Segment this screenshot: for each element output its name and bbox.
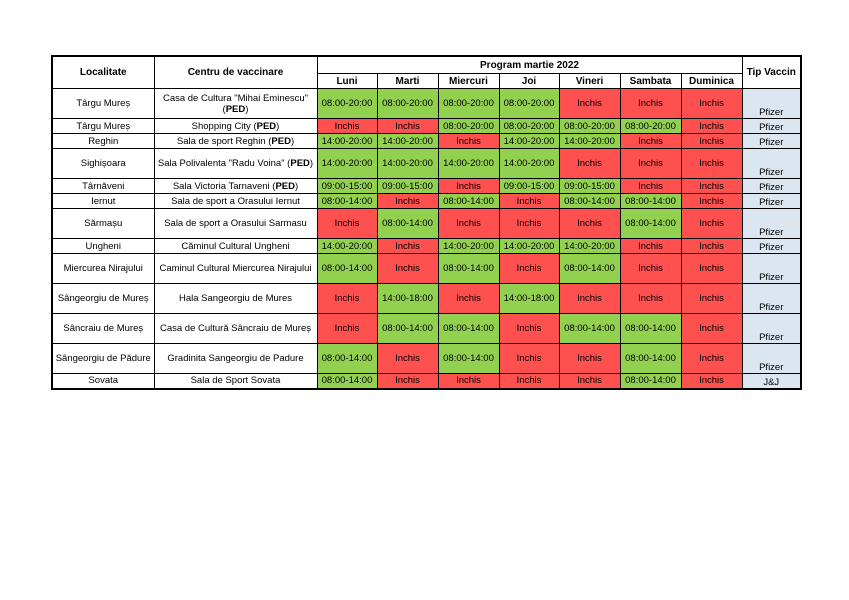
header-day: Sambata — [620, 74, 681, 89]
schedule-cell: Inchis — [620, 239, 681, 254]
header-day: Luni — [317, 74, 377, 89]
schedule-cell: Inchis — [377, 374, 438, 389]
schedule-cell: 08:00-20:00 — [499, 89, 559, 119]
schedule-cell: Inchis — [620, 284, 681, 314]
vaccine-type-cell: Pfizer — [742, 134, 801, 149]
schedule-cell: 08:00-14:00 — [317, 194, 377, 209]
schedule-cell: 14:00-20:00 — [559, 239, 620, 254]
centru-name: Sala de sport a Orasului Sarmasu — [164, 218, 307, 229]
schedule-cell: 08:00-20:00 — [499, 119, 559, 134]
centru-cell — [154, 254, 317, 284]
centru-cell: Sala de sport Reghin (PED) — [154, 134, 317, 149]
schedule-cell: 08:00-20:00 — [438, 119, 499, 134]
centru-cell — [154, 314, 317, 344]
table-row — [52, 209, 801, 239]
schedule-cell: 14:00-20:00 — [317, 239, 377, 254]
schedule-cell: Inchis — [559, 374, 620, 389]
schedule-cell: Inchis — [681, 179, 742, 194]
schedule-cell: 14:00-20:00 — [377, 134, 438, 149]
schedule-cell: 14:00-20:00 — [559, 134, 620, 149]
schedule-cell: 08:00-14:00 — [620, 194, 681, 209]
schedule-cell: Inchis — [377, 254, 438, 284]
localitate-cell: Târgu Mureș — [52, 119, 154, 134]
centru-name: Sala de Sport Sovata — [190, 375, 281, 387]
table-row — [52, 149, 801, 179]
table-row — [52, 314, 801, 344]
schedule-cell: 08:00-14:00 — [438, 314, 499, 344]
schedule-body — [52, 89, 801, 389]
table-row — [52, 194, 801, 209]
table-row — [52, 344, 801, 374]
schedule-cell: Inchis — [499, 194, 559, 209]
centru-name: Sala Victoria Tarnaveni — [172, 180, 270, 192]
table-row — [52, 89, 801, 119]
schedule-cell: 08:00-14:00 — [438, 194, 499, 209]
schedule-cell: Inchis — [317, 209, 377, 239]
centru-name: Sala Polivalenta "Radu Voina" — [157, 158, 285, 169]
localitate-cell: Ungheni — [52, 239, 154, 254]
schedule-cell: Inchis — [681, 194, 742, 209]
centru-cell: Sala Polivalenta "Radu Voina" (PED) — [154, 149, 317, 179]
localitate-cell: Târnăveni — [52, 179, 154, 194]
schedule-cell: 08:00-14:00 — [620, 209, 681, 239]
schedule-cell: Inchis — [438, 134, 499, 149]
centru-name: Shopping City — [191, 120, 251, 132]
localitate-cell: Sighișoara — [52, 149, 154, 179]
header-day: Miercuri — [438, 74, 499, 89]
schedule-cell: Inchis — [317, 119, 377, 134]
schedule-cell: Inchis — [438, 179, 499, 194]
schedule-cell: Inchis — [681, 89, 742, 119]
schedule-cell: Inchis — [681, 239, 742, 254]
schedule-cell: Inchis — [317, 284, 377, 314]
centru-cell: Shopping City (PED) — [154, 119, 317, 134]
schedule-cell: Inchis — [499, 344, 559, 374]
schedule-cell: Inchis — [499, 209, 559, 239]
schedule-cell: 09:00-15:00 — [559, 179, 620, 194]
vaccine-type-cell: Pfizer — [742, 209, 801, 239]
header-program: Program martie 2022 — [317, 56, 742, 74]
vaccine-type-cell: Pfizer — [742, 239, 801, 254]
schedule-cell: 14:00-20:00 — [377, 149, 438, 179]
schedule-cell: Inchis — [681, 314, 742, 344]
schedule-cell: 08:00-14:00 — [620, 344, 681, 374]
centru-cell — [154, 239, 317, 254]
centru-name: Căminul Cultural Ungheni — [181, 240, 290, 252]
ped-badge: PED — [256, 120, 277, 132]
schedule-cell: Inchis — [317, 314, 377, 344]
vaccine-type-cell: Pfizer — [742, 314, 801, 344]
centru-name: Sala de sport a Orasului Iernut — [171, 195, 300, 207]
localitate-cell: Sovata — [52, 374, 154, 389]
header-day: Marti — [377, 74, 438, 89]
schedule-cell: 08:00-20:00 — [559, 119, 620, 134]
centru-cell — [154, 209, 317, 239]
schedule-cell: Inchis — [559, 149, 620, 179]
localitate-cell: Reghin — [52, 134, 154, 149]
schedule-cell: 14:00-20:00 — [317, 134, 377, 149]
table-row — [52, 374, 801, 389]
schedule-cell: 08:00-20:00 — [620, 119, 681, 134]
schedule-cell: 08:00-14:00 — [438, 254, 499, 284]
schedule-cell: 08:00-14:00 — [438, 344, 499, 374]
schedule-cell: Inchis — [559, 344, 620, 374]
schedule-cell: Inchis — [681, 344, 742, 374]
schedule-cell: 14:00-20:00 — [499, 134, 559, 149]
table-row — [52, 119, 801, 134]
localitate-cell: Sângeorgiu de Mureș — [52, 284, 154, 314]
table-row — [52, 284, 801, 314]
vaccine-type-cell: Pfizer — [742, 344, 801, 374]
vaccine-type-cell: Pfizer — [742, 149, 801, 179]
centru-name: Gradinita Sangeorgiu de Padure — [167, 353, 304, 364]
schedule-cell: 14:00-18:00 — [377, 284, 438, 314]
schedule-cell: 08:00-14:00 — [377, 314, 438, 344]
schedule-cell: 09:00-15:00 — [499, 179, 559, 194]
vaccine-type-cell: Pfizer — [742, 254, 801, 284]
schedule-cell: 08:00-14:00 — [317, 254, 377, 284]
schedule-cell: 08:00-14:00 — [620, 374, 681, 389]
header-day: Vineri — [559, 74, 620, 89]
header-day: Duminica — [681, 74, 742, 89]
schedule-cell: Inchis — [681, 284, 742, 314]
centru-cell — [154, 194, 317, 209]
centru-name: Hala Sangeorgiu de Mures — [178, 293, 292, 304]
schedule-cell: 08:00-14:00 — [317, 344, 377, 374]
centru-cell — [154, 344, 317, 374]
centru-name: Casa de Cultura "Mihai Eminescu" — [162, 92, 309, 104]
schedule-cell: Inchis — [559, 209, 620, 239]
ped-badge: PED — [271, 135, 291, 147]
vaccine-type-cell: J&J — [742, 374, 801, 389]
schedule-cell: 08:00-20:00 — [438, 89, 499, 119]
localitate-cell: Miercurea Nirajului — [52, 254, 154, 284]
schedule-cell: 08:00-14:00 — [377, 209, 438, 239]
schedule-cell: Inchis — [438, 284, 499, 314]
schedule-cell: Inchis — [681, 134, 742, 149]
localitate-cell: Sărmașu — [52, 209, 154, 239]
schedule-cell: Inchis — [377, 344, 438, 374]
vaccine-type-cell: Pfizer — [742, 194, 801, 209]
centru-cell: Casa de Cultura "Mihai Eminescu" (PED) — [154, 89, 317, 119]
ped-badge: PED — [290, 158, 310, 169]
schedule-cell: Inchis — [620, 179, 681, 194]
schedule-cell: Inchis — [620, 254, 681, 284]
schedule-cell: Inchis — [377, 239, 438, 254]
ped-badge: PED — [275, 180, 295, 192]
schedule-cell: Inchis — [620, 149, 681, 179]
localitate-cell: Târgu Mureș — [52, 89, 154, 119]
centru-name: Caminul Cultural Miercurea Nirajului — [159, 263, 312, 274]
schedule-cell: 09:00-15:00 — [317, 179, 377, 194]
schedule-cell: Inchis — [681, 254, 742, 284]
vaccine-type-cell: Pfizer — [742, 89, 801, 119]
header-tip-vaccin: Tip Vaccin — [742, 56, 801, 89]
schedule-cell: Inchis — [438, 374, 499, 389]
header-localitate: Localitate — [52, 56, 154, 89]
schedule-cell: 14:00-20:00 — [438, 149, 499, 179]
header-day: Joi — [499, 74, 559, 89]
header-row — [52, 56, 801, 74]
centru-name: Sala de sport Reghin — [176, 135, 266, 147]
schedule-cell: 08:00-14:00 — [620, 314, 681, 344]
table-row — [52, 254, 801, 284]
schedule-cell: Inchis — [377, 194, 438, 209]
schedule-cell: 14:00-20:00 — [499, 149, 559, 179]
schedule-cell: Inchis — [499, 374, 559, 389]
schedule-cell: 14:00-18:00 — [499, 284, 559, 314]
header-centru: Centru de vaccinare — [154, 56, 317, 89]
schedule-cell: Inchis — [377, 119, 438, 134]
schedule-cell: 08:00-14:00 — [559, 194, 620, 209]
localitate-cell: Sângeorgiu de Pădure — [52, 344, 154, 374]
ped-badge: PED — [225, 103, 246, 115]
vaccine-type-cell: Pfizer — [742, 179, 801, 194]
vaccination-schedule-table — [51, 55, 802, 390]
localitate-cell: Iernut — [52, 194, 154, 209]
schedule-cell: 08:00-14:00 — [317, 374, 377, 389]
schedule-cell: Inchis — [681, 374, 742, 389]
table-row — [52, 239, 801, 254]
schedule-cell: 08:00-14:00 — [559, 314, 620, 344]
schedule-cell: Inchis — [559, 89, 620, 119]
schedule-cell: Inchis — [620, 89, 681, 119]
centru-cell — [154, 284, 317, 314]
schedule-cell: Inchis — [681, 209, 742, 239]
table-row — [52, 179, 801, 194]
centru-cell: Sala Victoria Tarnaveni (PED) — [154, 179, 317, 194]
centru-cell — [154, 374, 317, 389]
centru-name: Casa de Cultură Sâncraiu de Mureș — [159, 323, 312, 334]
schedule-cell: 14:00-20:00 — [317, 149, 377, 179]
schedule-cell: Inchis — [438, 209, 499, 239]
schedule-cell: 08:00-20:00 — [317, 89, 377, 119]
schedule-cell: 14:00-20:00 — [438, 239, 499, 254]
schedule-cell: 08:00-14:00 — [559, 254, 620, 284]
schedule-cell: 09:00-15:00 — [377, 179, 438, 194]
schedule-cell: 08:00-20:00 — [377, 89, 438, 119]
schedule-cell: Inchis — [681, 119, 742, 134]
schedule-cell: Inchis — [681, 149, 742, 179]
localitate-cell: Sâncraiu de Mureș — [52, 314, 154, 344]
schedule-cell: Inchis — [499, 254, 559, 284]
schedule-cell: Inchis — [559, 284, 620, 314]
vaccine-type-cell: Pfizer — [742, 119, 801, 134]
schedule-cell: Inchis — [620, 134, 681, 149]
table-row — [52, 134, 801, 149]
schedule-cell: Inchis — [499, 314, 559, 344]
vaccine-type-cell: Pfizer — [742, 284, 801, 314]
schedule-cell: 14:00-20:00 — [499, 239, 559, 254]
